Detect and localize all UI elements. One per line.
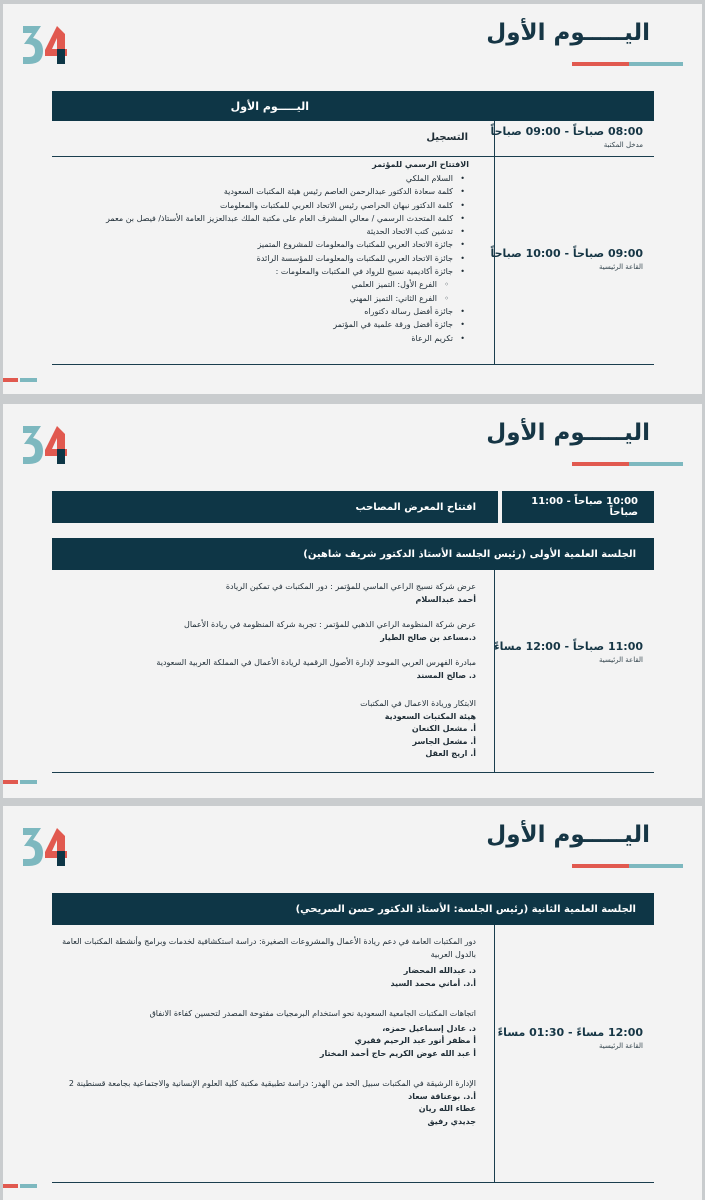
- program-item: • كلمة الدكتور نبهان الحراصي رئيس الاتحاد العربي للمكتبات والمعلومات: [106, 199, 453, 212]
- session-1-talks: [36, 581, 476, 774]
- program-subitem: ◦ الفرع الثاني: التميز المهني: [106, 292, 453, 305]
- program-item: • تكريم الرعاة: [106, 332, 453, 345]
- table-header: اليـــــوم الأول: [52, 91, 654, 121]
- row-divider: [52, 156, 654, 157]
- registration-time: 08:00 صباحاً - 09:00 صباحاً مدخل المكتبة: [490, 125, 643, 149]
- conference-34-logo: [21, 826, 67, 868]
- title-underline-teal: [629, 864, 683, 868]
- session-1-header: الجلسة العلمية الأولى (رئيس الجلسة الأستاذ الدكتور شريف شاهين): [52, 538, 654, 570]
- exhibition-activity: افتتاح المعرض المصاحب: [52, 491, 498, 523]
- talk-item: الابتكار وريادة الاعمال في المكتبات هيئة المكتبات السعودية أ. مشعل الكنعان أ. مشعل الجاسر أ. اريج العقل: [360, 699, 476, 758]
- slide-2: [3, 404, 702, 798]
- session-2-header: الجلسة العلمية الثانية (رئيس الجلسة: الأستاذ الدكتور حسن السريحي): [52, 893, 654, 925]
- corner-decoration: [3, 1184, 37, 1188]
- session-2-talks: [46, 936, 476, 1141]
- day-title: اليـــــوم الأول: [486, 20, 650, 46]
- conference-34-logo: [21, 24, 67, 66]
- session-2-time: 12:00 مساءً - 01:30 مساءً القاعة الرئيسية: [497, 1026, 643, 1050]
- program-item: • تدشين كتب الاتحاد الحديثة: [106, 225, 453, 238]
- slide-1: [3, 4, 702, 394]
- opening-program: الافتتاح الرسمي للمؤتمر • السلام الملكي • كلمة سعادة الدكتور عبدالرحمن العاصم رئيس هيئة المكتبات السعودية • كلمة الدكتور نبهان الحراصي رئيس الاتحاد العربي للمكتبات والمعلومات • كلمة المتحدث الرسمي / معالي المشرف العام على مكتبة الملك عبدالعزيز العامة الأستاذ/ فيصل بن معمر • تدشين كتب الاتحاد الحديثة • جائزة الاتحاد العربي للمكتبات والمعلومات للمشروع المتميز • جائزة الاتحاد العربي للمكتبات والمعلومات للمؤسسة الرائدة • جائزة أكاديمية نسيج للرواد في المكتبات والمعلومات : ◦ الفرع الأول: التميز العلمي ◦ الفرع الثاني: التميز المهني • جائزة أفضل رسالة دكتوراه • جائزة أفضل ورقة علمية في المؤتمر • تكريم الرعاة: [106, 160, 469, 345]
- title-underline-red: [572, 462, 629, 466]
- talk-item: عرض شركة نسيج الراعي الماسي للمؤتمر : دور المكتبات في تمكين الريادة أحمد عبدالسلام: [225, 582, 476, 604]
- program-item: • السلام الملكي: [106, 172, 453, 185]
- corner-decoration: [3, 378, 37, 382]
- registration-activity: التسجيل: [426, 132, 468, 143]
- day-title: اليـــــوم الأول: [486, 822, 650, 848]
- title-underline-red: [572, 62, 629, 66]
- program-item: • جائزة أفضل رسالة دكتوراه: [106, 305, 453, 318]
- exhibition-time: 10:00 صباحاً - 11:00 صباحاً: [502, 491, 654, 523]
- talk-item: دور المكتبات العامة في دعم ريادة الأعمال والمشروعات الصغيرة: دراسة استكشافية لخدمات وبرامج وأنشطة المكتبات العامة بالدول العربية د. عبدالله المحضار أ.د. أماني محمد السيد: [62, 937, 476, 988]
- talk-item: مبادرة الفهرس العربي الموحد لإدارة الأصول الرقمية لريادة الأعمال في المملكة العربية السعودية د. صالح المسند: [156, 658, 476, 680]
- program-item: • كلمة المتحدث الرسمي / معالي المشرف العام على مكتبة الملك عبدالعزيز العامة الأستاذ/ فيصل بن معمر: [106, 212, 453, 225]
- title-underline-red: [572, 864, 629, 868]
- program-subitem: ◦ الفرع الأول: التميز العلمي: [106, 278, 453, 291]
- table-divider: [494, 121, 495, 365]
- slide-3: [3, 806, 702, 1200]
- program-item: • جائزة أفضل ورقة علمية في المؤتمر: [106, 318, 453, 331]
- program-item: • جائزة الاتحاد العربي للمكتبات والمعلومات للمشروع المتميز: [106, 238, 453, 251]
- opening-time: 09:00 صباحاً - 10:00 صباحاً القاعة الرئيسية: [490, 247, 643, 271]
- talk-item: الإدارة الرشيقة في المكتبات سبيل الحد من الهدر: دراسة تطبيقية مكتبة كلية العلوم الإنسانية والاجتماعية بجامعة قسنطينة 2 أ.د. بوعناقة سعاد عطاء الله ريان جديدي رفيق: [68, 1079, 476, 1126]
- table-bottom: [52, 364, 654, 365]
- title-underline-teal: [629, 62, 683, 66]
- conference-34-logo: [21, 424, 67, 466]
- program-item: • كلمة سعادة الدكتور عبدالرحمن العاصم رئيس هيئة المكتبات السعودية: [106, 185, 453, 198]
- day-title: اليـــــوم الأول: [486, 420, 650, 446]
- talk-item: عرض شركة المنظومة الراعي الذهبي للمؤتمر : تجربة شركة المنظومة في ريادة الأعمال د.مساعد بن صالح الطيار: [184, 620, 476, 642]
- title-underline-teal: [629, 462, 683, 466]
- program-item: • جائزة الاتحاد العربي للمكتبات والمعلومات للمؤسسة الرائدة: [106, 252, 453, 265]
- table-bottom: [52, 1182, 654, 1183]
- table-divider: [494, 570, 495, 772]
- program-item: • جائزة أكاديمية نسيج للرواد في المكتبات والمعلومات :: [106, 265, 453, 278]
- talk-item: اتجاهات المكتبات الجامعية السعودية نحو استخدام البرمجيات مفتوحة المصدر لتحسين كفاءة الانفاق د. عادل إسماعيل حمزه، أ مظفر أنور عبد الرحيم فقيري أ عبد الله عوض الكريم حاج أحمد المختار: [149, 1009, 476, 1058]
- table-divider: [494, 925, 495, 1183]
- session-1-time: 11:00 صباحاً - 12:00 مساءً القاعة الرئيسية: [494, 640, 643, 664]
- corner-decoration: [3, 780, 37, 784]
